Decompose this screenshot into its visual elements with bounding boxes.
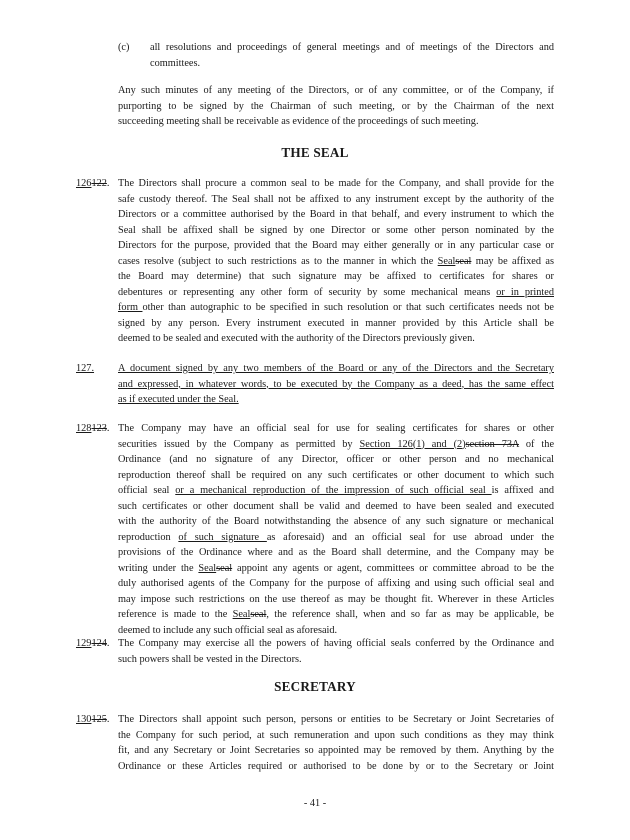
article-number-dot: . (106, 714, 110, 725)
minutes-paragraph (118, 83, 554, 130)
inserted-text: of such signature (178, 531, 267, 543)
text-line (118, 607, 554, 623)
article-number-130 (76, 712, 109, 728)
text-line: purporting to be signed by the Chairman of such meeting, or by the Chairman of the next (118, 100, 554, 112)
article-number-dot: . (106, 638, 110, 649)
inserted-text: Seal (198, 562, 217, 574)
article-number-deleted: 124 (91, 638, 107, 649)
text-line: The Company may have an official seal for use for sealing certificates for shares or other (118, 423, 554, 434)
article-number-inserted: 130 (76, 714, 92, 725)
article-127-text (118, 361, 554, 408)
text-line (118, 285, 554, 301)
text-line: as if executed under the Seal. (118, 394, 239, 405)
text-line: such certificates or other document shall be valid and deemed to have been sealed and executed (118, 500, 554, 512)
inserted-text: or in printed (496, 286, 554, 298)
inserted-text: or a mechanical reproduction of the impression of such official seal (175, 485, 492, 496)
text-line: such powers shall be vested in the Directors. (118, 653, 302, 665)
text-line: committees. (150, 57, 201, 69)
inserted-text: Section 126(1) and (2) (359, 438, 466, 450)
item-c-label: (c) (118, 42, 130, 53)
text-line: and expressed, in whatever words, to be executed by the Company as a deed, has the same effect (118, 378, 554, 390)
text-line: Seal shall be affixed shall be signed by one Director or some other person nominated by the (118, 224, 554, 236)
text-line: the Board may determine) that such signature may be affixed to certificates for shares or (118, 271, 554, 282)
text-line: Directors or a committee authorised by the Board in that behalf, and every instrument to which the (118, 209, 554, 220)
section-heading-seal: THE SEAL (281, 145, 349, 160)
text-line (118, 483, 554, 499)
article-number-129 (76, 636, 109, 652)
text-line: Ordinance or these Articles required or authorised to be done by or to the Secretary or Joint (118, 760, 554, 772)
text-line: Ordinance (and no signature of any Director, officer or other person and no mechanical (118, 454, 554, 465)
deleted-text: seal (250, 609, 267, 620)
text-line: provisions of the Ordinance where and as the Board shall determine, and the Company may be (118, 547, 554, 558)
text-line: succeeding meeting shall be receivable as evidence of the proceedings of such meeting. (118, 116, 479, 127)
article-130-text (118, 712, 554, 774)
article-number-128 (76, 421, 109, 437)
text-line: with the authority of the Board notwithstanding the absence of any such signature or mechanical (118, 516, 554, 527)
article-126-text (118, 176, 554, 347)
deleted-text: section 73A (465, 438, 519, 450)
page-number: - 41 - (303, 798, 327, 809)
text-run: may be affixed as (471, 255, 554, 267)
text-run: other than autographic to be specified in such resolution or that such certificates needs not be (142, 302, 554, 313)
text-line: A document signed by any two members of the Board or any of the Directors and the Secretary (118, 363, 554, 374)
text-line: The Directors shall procure a common seal to be made for the Company, and shall provide for the (118, 178, 554, 189)
article-number-deleted: 122 (91, 178, 107, 189)
article-number-deleted: 125 (91, 714, 107, 725)
item-c-text (150, 40, 554, 71)
text-run: as aforesaid) and an official seal for use abroad under the (266, 531, 555, 543)
inserted-text: Seal (232, 609, 251, 620)
text-line: duly authorised agents of the Company for the purpose of affixing and using such official seal and (118, 578, 554, 589)
text-line: deemed to be sealed and executed with the authority of the Directors previously given. (118, 333, 475, 344)
text-line (118, 437, 554, 453)
text-run: official seal (118, 485, 176, 496)
text-line: deemed to include any such official seal as aforesaid. (118, 624, 338, 636)
text-line: safe custody thereof. The Seal shall not be affixed to any instrument except by the authority of the (118, 193, 554, 205)
text-run: reference is made to the (118, 609, 233, 620)
article-number-inserted: 128 (76, 423, 92, 434)
text-run: , the reference shall, when and so far as may be applicable, be (266, 609, 554, 620)
text-line: Directors for the purpose, provided that the Board may either generally or in any particular case or (118, 240, 554, 251)
text-line: fit, and any Secretary or Joint Secretaries so appointed may be removed by them. Anything by the (118, 745, 554, 756)
section-heading-secretary: SECRETARY (274, 679, 356, 694)
article-number-dot: . (106, 423, 110, 434)
article-129-text (118, 636, 554, 667)
text-line: The Company may exercise all the powers of having official seals conferred by the Ordinance and (118, 638, 554, 649)
text-run: reproduction (118, 531, 179, 543)
deleted-text: seal (216, 562, 233, 574)
text-line (118, 530, 554, 546)
text-line: may impose such restrictions on the use thereof as may be thought fit. Wherever in these Articles (118, 593, 554, 605)
article-number-inserted: 126 (76, 178, 92, 189)
text-line: The Directors shall appoint such person, persons or entities to be Secretary or Joint Secretaries of (118, 714, 554, 725)
inserted-text: Seal (437, 255, 456, 267)
text-run: writing under the (118, 562, 199, 574)
text-run: cases resolve (subject to such restrictions as to the manner in which the (118, 255, 438, 267)
deleted-text: seal (455, 255, 472, 267)
text-line: reproduction thereof shall be required on any such certificates or other document to which such (118, 469, 554, 481)
article-128-text (118, 421, 554, 638)
article-number-deleted: 123 (91, 423, 107, 434)
article-number-dot: . (106, 178, 110, 189)
text-line (118, 561, 554, 577)
article-number-126 (76, 176, 109, 192)
text-run: securities issued by the Company as permitted by (118, 438, 360, 450)
text-line: Any such minutes of any meeting of the Directors, or of any committee, or of the Company, if (118, 85, 554, 96)
text-line (118, 254, 554, 270)
article-number-127: 127. (76, 363, 95, 374)
text-line: all resolutions and proceedings of general meetings and of meetings of the Directors and (150, 42, 554, 53)
inserted-text: form (118, 302, 143, 313)
text-line (118, 300, 554, 316)
text-run: debentures or representing any other form of security by some mechanical means (118, 286, 497, 298)
text-run: is affixed and (491, 485, 555, 496)
text-line: the Company for such period, at such remuneration and upon such conditions as they may think (118, 729, 554, 741)
article-number-inserted: 129 (76, 638, 92, 649)
text-line: signed by any person. Every instrument executed in manner provided by this Article shall be (118, 317, 554, 329)
text-run: of the (518, 438, 555, 450)
text-run: appoint any agents or agent, committees or committee abroad to be the (232, 562, 554, 574)
